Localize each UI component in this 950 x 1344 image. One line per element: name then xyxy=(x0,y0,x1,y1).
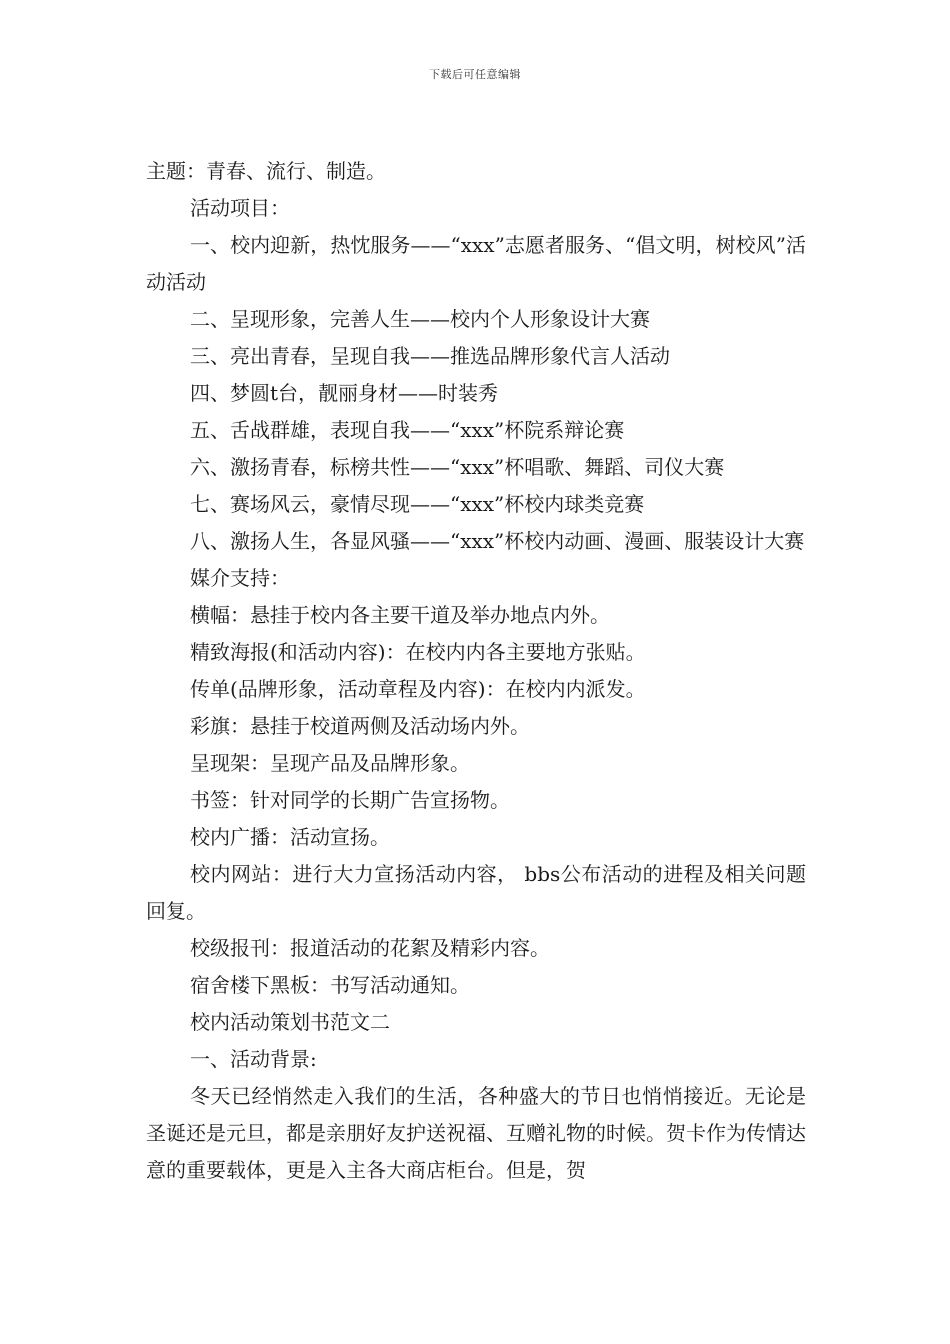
paragraph-media-radio: 校内广播：活动宣扬。 xyxy=(190,825,390,849)
paragraph-item-8: 八、激扬人生，各显风骚——“xxx”杯校内动画、漫画、服装设计大赛 xyxy=(190,529,805,553)
paragraph-theme: 主题：青春、流行、制造。 xyxy=(146,159,386,183)
paragraph-item-5: 五、舌战群雄，表现自我——“xxx”杯院系辩论赛 xyxy=(190,418,625,442)
paragraph-media-flag: 彩旗：悬挂于校道两侧及活动场内外。 xyxy=(190,714,530,738)
paragraph-media-poster: 精致海报(和活动内容)：在校内内各主要地方张贴。 xyxy=(190,640,646,664)
paragraph-activities-heading: 活动项目： xyxy=(190,196,290,220)
paragraph-background: 冬天已经悄然走入我们的生活，各种盛大的节日也悄悄接近。无论是圣诞还是元旦，都是亲朋好友护送祝福、互赠礼物的时候。贺卡作为传情达意的重要载体，更是入主各大商店柜台。但是，贺 xyxy=(146,1084,806,1182)
paragraph-item-2: 二、呈现形象，完善人生——校内个人形象设计大赛 xyxy=(190,307,650,331)
paragraph-item-4: 四、梦圆t台，靓丽身材——时装秀 xyxy=(190,381,499,405)
paragraph-item-3: 三、亮出青春，呈现自我——推选品牌形象代言人活动 xyxy=(190,344,670,368)
paragraph-media-heading: 媒介支持： xyxy=(190,566,290,590)
paragraph-item-1: 一、校内迎新，热忱服务——“xxx”志愿者服务、“倡文明，树校风”活动活动 xyxy=(146,233,806,294)
paragraph-item-6: 六、激扬青春，标榜共性——“xxx”杯唱歌、舞蹈、司仪大赛 xyxy=(190,455,725,479)
paragraph-media-website: 校内网站：进行大力宣扬活动内容， bbs公布活动的进程及相关问题回复。 xyxy=(146,862,806,923)
paragraph-item-7: 七、赛场风云，豪情尽现——“xxx”杯校内球类竞赛 xyxy=(190,492,645,516)
paragraph-media-bookmark: 书签：针对同学的长期广告宣扬物。 xyxy=(190,788,510,812)
paragraph-media-banner: 横幅：悬挂于校内各主要干道及举办地点内外。 xyxy=(190,603,610,627)
paragraph-media-flyer: 传单(品牌形象，活动章程及内容)：在校内内派发。 xyxy=(190,677,646,701)
section-title: 校内活动策划书范文二 xyxy=(190,1010,390,1034)
paragraph-media-newspaper: 校级报刊：报道活动的花絮及精彩内容。 xyxy=(190,936,550,960)
page-header: 下载后可任意编辑 xyxy=(429,68,521,81)
paragraph-media-blackboard: 宿舍楼下黑板：书写活动通知。 xyxy=(190,973,470,997)
document-body xyxy=(146,153,806,1189)
paragraph-media-display: 呈现架：呈现产品及品牌形象。 xyxy=(190,751,470,775)
subsection-heading: 一、活动背景: xyxy=(190,1047,317,1071)
